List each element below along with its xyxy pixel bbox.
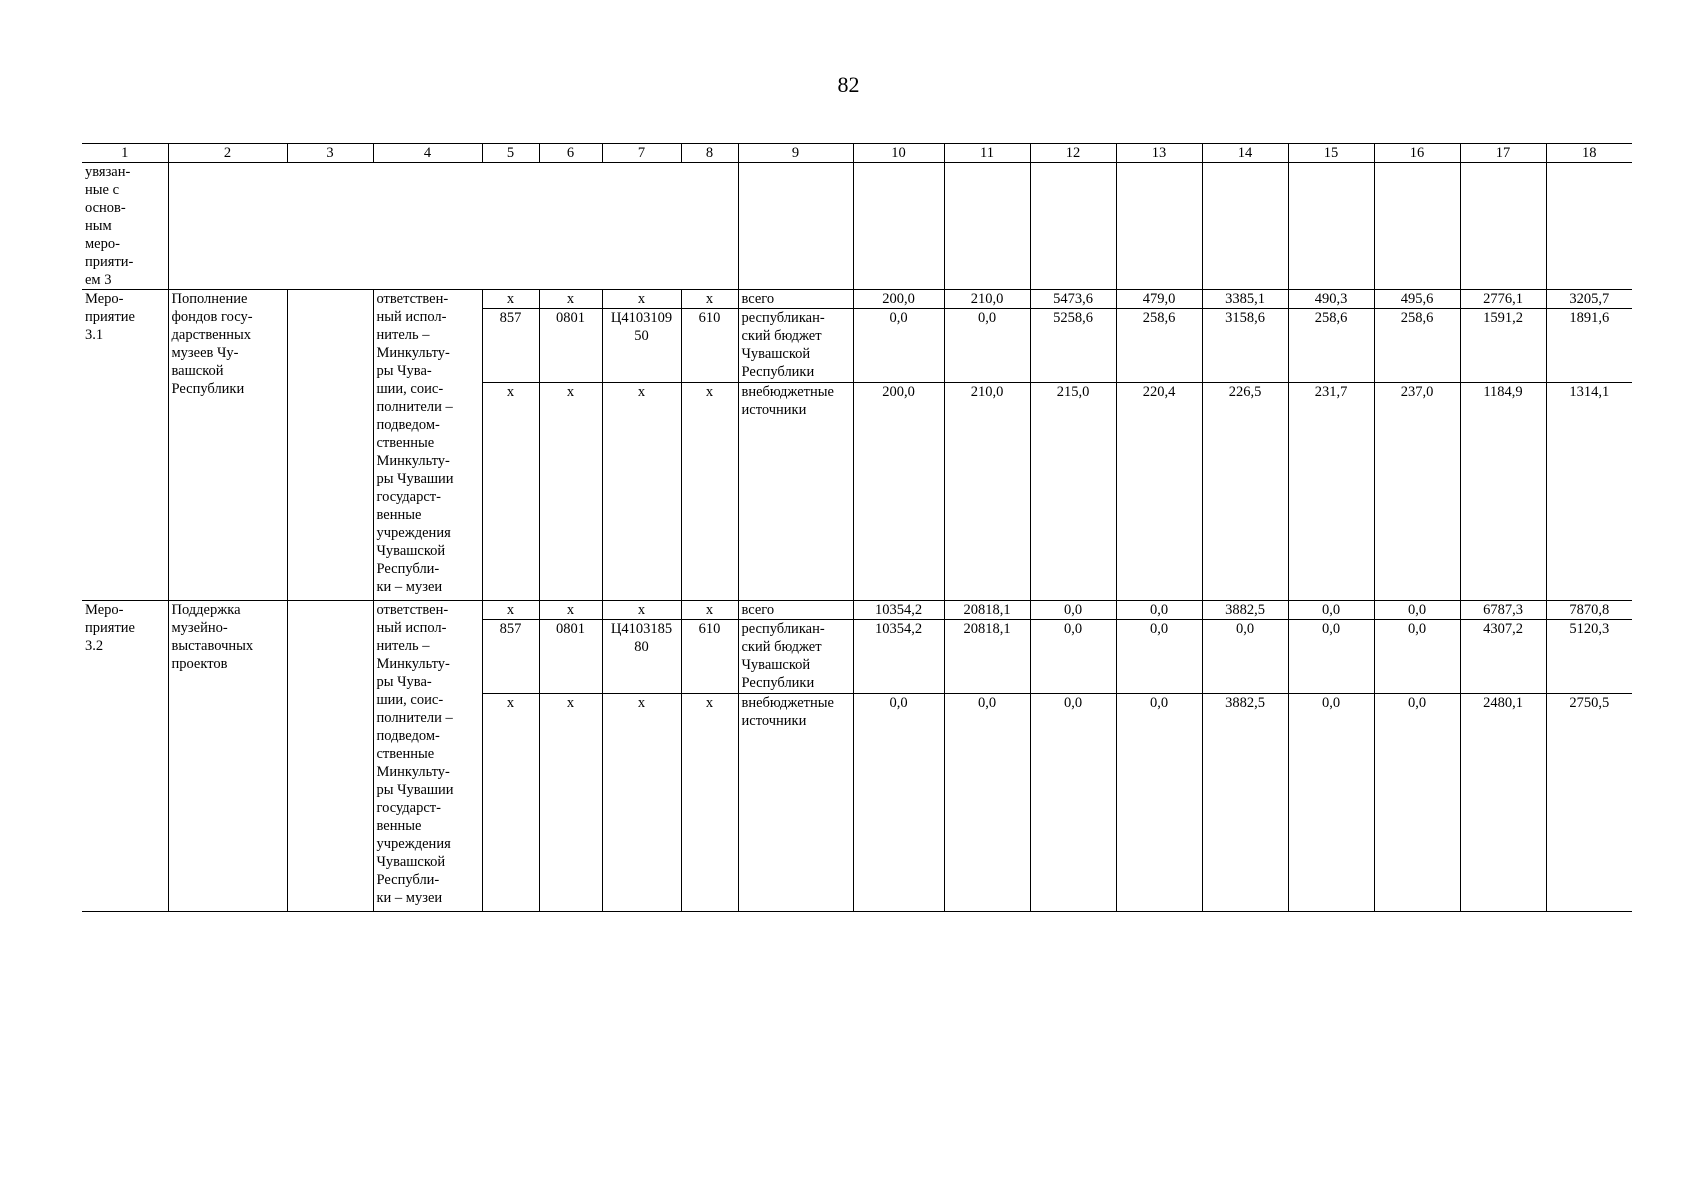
value-cell: 479,0: [1116, 290, 1202, 309]
value-cell: 0,0: [1288, 620, 1374, 694]
cell-col8: 610: [681, 620, 738, 694]
value-cell: 0,0: [1374, 694, 1460, 912]
header-cell: 12: [1030, 144, 1116, 163]
header-cell: 3: [287, 144, 373, 163]
empty-cell: [1374, 163, 1460, 290]
value-cell: 1184,9: [1460, 383, 1546, 601]
header-cell: 10: [853, 144, 944, 163]
header-cell: 18: [1546, 144, 1632, 163]
cell-col7: Ц4103109 50: [602, 309, 681, 383]
value-cell: 215,0: [1030, 383, 1116, 601]
value-cell: 210,0: [944, 290, 1030, 309]
cell-col8: x: [681, 601, 738, 620]
value-cell: 0,0: [1116, 694, 1202, 912]
value-cell: 0,0: [1288, 694, 1374, 912]
value-cell: 258,6: [1116, 309, 1202, 383]
value-cell: 3882,5: [1202, 694, 1288, 912]
cell-col6: x: [539, 601, 602, 620]
cell-col7: x: [602, 694, 681, 912]
empty-cell: [1460, 163, 1546, 290]
value-cell: 226,5: [1202, 383, 1288, 601]
value-cell: 0,0: [853, 309, 944, 383]
table-row: [82, 290, 1632, 309]
cell-col5: 857: [482, 309, 539, 383]
empty-cell: [853, 163, 944, 290]
activity-executor: ответствен- ный испол- нитель – Минкульту- ры Чува- шии, соис- полнители – подведом- ственные Минкульту- ры Чувашии государст- венные учреждения Чувашской Республи- ки – музеи: [373, 290, 482, 601]
value-cell: 2480,1: [1460, 694, 1546, 912]
value-cell: 0,0: [1116, 620, 1202, 694]
value-cell: 6787,3: [1460, 601, 1546, 620]
cell-col8: 610: [681, 309, 738, 383]
cell-col6: 0801: [539, 620, 602, 694]
value-cell: 0,0: [1288, 601, 1374, 620]
cell-col5: x: [482, 601, 539, 620]
cell-col5: 857: [482, 620, 539, 694]
empty-cell: [738, 163, 853, 290]
header-cell: 13: [1116, 144, 1202, 163]
table-row: [82, 601, 1632, 620]
cell-col6: 0801: [539, 309, 602, 383]
cell-col6: x: [539, 290, 602, 309]
value-cell: 2750,5: [1546, 694, 1632, 912]
value-cell: 5473,6: [1030, 290, 1116, 309]
empty-cell: [1030, 163, 1116, 290]
value-cell: 2776,1: [1460, 290, 1546, 309]
activity-code: Меро- приятие 3.2: [82, 601, 168, 912]
cell-col8: x: [681, 383, 738, 601]
value-cell: 258,6: [1288, 309, 1374, 383]
header-cell: 6: [539, 144, 602, 163]
value-cell: 220,4: [1116, 383, 1202, 601]
value-cell: 3385,1: [1202, 290, 1288, 309]
intro-cell: увязан- ные с основ- ным меро- прияти- ем 3: [82, 163, 168, 290]
value-cell: 20818,1: [944, 601, 1030, 620]
empty-cell: [944, 163, 1030, 290]
value-cell: 3882,5: [1202, 601, 1288, 620]
header-cell: 16: [1374, 144, 1460, 163]
header-cell: 2: [168, 144, 287, 163]
page-number: 82: [837, 72, 860, 97]
empty-cell: [287, 601, 373, 912]
value-cell: 200,0: [853, 290, 944, 309]
value-cell: 237,0: [1374, 383, 1460, 601]
value-cell: 0,0: [1374, 620, 1460, 694]
value-cell: 490,3: [1288, 290, 1374, 309]
value-cell: 200,0: [853, 383, 944, 601]
value-cell: 1591,2: [1460, 309, 1546, 383]
cell-col6: x: [539, 383, 602, 601]
header-cell: 5: [482, 144, 539, 163]
cell-col8: x: [681, 290, 738, 309]
value-cell: 0,0: [1030, 620, 1116, 694]
value-cell: 0,0: [853, 694, 944, 912]
value-cell: 210,0: [944, 383, 1030, 601]
funding-source: республикан- ский бюджет Чувашской Республики: [738, 309, 853, 383]
value-cell: 0,0: [1030, 601, 1116, 620]
header-cell: 9: [738, 144, 853, 163]
value-cell: 10354,2: [853, 601, 944, 620]
funding-source: всего: [738, 290, 853, 309]
value-cell: 0,0: [1202, 620, 1288, 694]
funding-source: всего: [738, 601, 853, 620]
activity-name: Пополнение фондов госу- дарственных музеев Чу- вашской Республики: [168, 290, 287, 601]
value-cell: 495,6: [1374, 290, 1460, 309]
cell-col6: x: [539, 694, 602, 912]
intro-row: [82, 163, 1632, 290]
empty-cell: [1546, 163, 1632, 290]
cell-col7: Ц4103185 80: [602, 620, 681, 694]
value-cell: 7870,8: [1546, 601, 1632, 620]
value-cell: 4307,2: [1460, 620, 1546, 694]
header-cell: 11: [944, 144, 1030, 163]
activity-code: Меро- приятие 3.1: [82, 290, 168, 601]
value-cell: 10354,2: [853, 620, 944, 694]
value-cell: 258,6: [1374, 309, 1460, 383]
empty-cell: [1116, 163, 1202, 290]
value-cell: 5258,6: [1030, 309, 1116, 383]
column-number-row: [82, 144, 1632, 163]
value-cell: 0,0: [1116, 601, 1202, 620]
cell-col8: x: [681, 694, 738, 912]
cell-col7: x: [602, 601, 681, 620]
header-cell: 4: [373, 144, 482, 163]
cell-col5: x: [482, 383, 539, 601]
cell-col5: x: [482, 290, 539, 309]
header-cell: 15: [1288, 144, 1374, 163]
financing-table: [82, 143, 1632, 912]
value-cell: 0,0: [944, 694, 1030, 912]
empty-cell: [168, 163, 738, 290]
header-cell: 17: [1460, 144, 1546, 163]
value-cell: 231,7: [1288, 383, 1374, 601]
activity-name: Поддержка музейно- выставочных проектов: [168, 601, 287, 912]
empty-cell: [1288, 163, 1374, 290]
cell-col5: x: [482, 694, 539, 912]
header-cell: 8: [681, 144, 738, 163]
value-cell: 5120,3: [1546, 620, 1632, 694]
value-cell: 0,0: [1374, 601, 1460, 620]
header-cell: 7: [602, 144, 681, 163]
cell-col7: x: [602, 290, 681, 309]
empty-cell: [1202, 163, 1288, 290]
cell-col7: x: [602, 383, 681, 601]
value-cell: 1314,1: [1546, 383, 1632, 601]
funding-source: внебюджетные источники: [738, 383, 853, 601]
header-cell: 14: [1202, 144, 1288, 163]
value-cell: 20818,1: [944, 620, 1030, 694]
activity-executor: ответствен- ный испол- нитель – Минкульту- ры Чува- шии, соис- полнители – подведом- ственные Минкульту- ры Чувашии государст- венные учреждения Чувашской Республи- ки – музеи: [373, 601, 482, 912]
empty-cell: [287, 290, 373, 601]
value-cell: 0,0: [944, 309, 1030, 383]
header-cell: 1: [82, 144, 168, 163]
value-cell: 1891,6: [1546, 309, 1632, 383]
value-cell: 3205,7: [1546, 290, 1632, 309]
value-cell: 0,0: [1030, 694, 1116, 912]
funding-source: республикан- ский бюджет Чувашской Республики: [738, 620, 853, 694]
funding-source: внебюджетные источники: [738, 694, 853, 912]
value-cell: 3158,6: [1202, 309, 1288, 383]
